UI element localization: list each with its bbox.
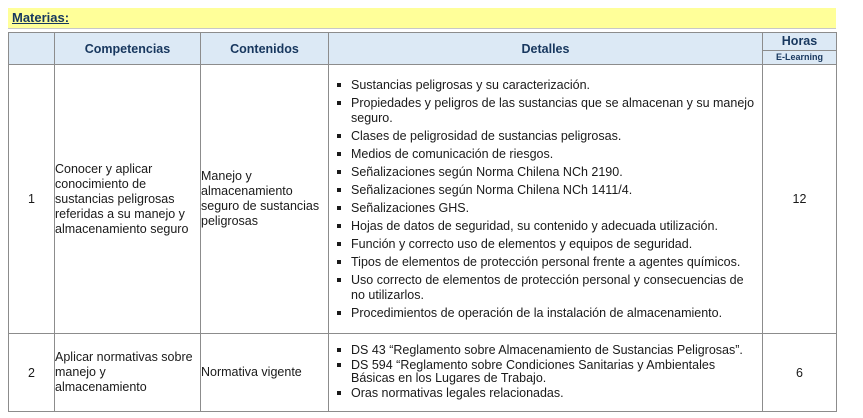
bullet-icon [337,101,341,105]
bullet-icon [337,134,341,138]
detalles-list [329,342,762,403]
bullet-icon [337,363,341,367]
row-number: 1 [9,65,55,334]
section-header [8,8,836,29]
list-item: Señalizaciones GHS. [333,201,758,216]
list-item: Uso correcto de elementos de protección personal y consecuencias de no utilizarlos. [333,273,758,303]
bullet-icon [337,224,341,228]
table-row [9,334,837,412]
bullet-icon [337,278,341,282]
list-item: Función y correcto uso de elementos y equipos de seguridad. [333,237,758,252]
header-horas [763,33,837,65]
materias-table [8,32,837,412]
list-item: Tipos de elementos de protección personal frente a agentes químicos. [333,255,758,270]
row-competencia: Aplicar normativas sobre manejo y almacenamiento [55,334,201,412]
bullet-icon [337,152,341,156]
bullet-icon [337,206,341,210]
list-item: Clases de peligrosidad de sustancias peligrosas. [333,129,758,144]
list-item: Oras normativas legales relacionadas. [333,387,758,400]
bullet-icon [337,311,341,315]
detalles-list [329,74,762,324]
row-contenido: Manejo y almacenamiento seguro de sustancias peligrosas [201,65,329,334]
list-item: DS 43 “Reglamento sobre Almacenamiento de Sustancias Peligrosas”. [333,344,758,357]
bullet-icon [337,348,341,352]
bullet-icon [337,242,341,246]
row-number: 2 [9,334,55,412]
row-competencia: Conocer y aplicar conocimiento de sustancias peligrosas referidas a su manejo y almacenamiento seguro [55,65,201,334]
section-title: Materias: [12,10,70,25]
bullet-icon [337,260,341,264]
header-contenidos: Contenidos [201,33,329,65]
list-item: DS 594 “Reglamento sobre Condiciones Sanitarias y Ambientales Básicas en los Lugares de Trabajo. [333,359,758,385]
list-item: Señalizaciones según Norma Chilena NCh 2190. [333,165,758,180]
row-contenido: Normativa vigente [201,334,329,412]
header-competencias: Competencias [55,33,201,65]
list-item: Propiedades y peligros de las sustancias que se almacenan y su manejo seguro. [333,96,758,126]
header-horas-sublabel: E-Learning [775,52,823,62]
header-number [9,33,55,65]
row-detalles [329,65,763,334]
list-item: Señalizaciones según Norma Chilena NCh 1411/4. [333,183,758,198]
table-row [9,65,837,334]
header-detalles: Detalles [329,33,763,65]
list-item: Sustancias peligrosas y su caracterización. [333,78,758,93]
bullet-icon [337,391,341,395]
list-item: Medios de comunicación de riesgos. [333,147,758,162]
bullet-icon [337,188,341,192]
header-horas-label: Horas [763,33,836,51]
row-detalles [329,334,763,412]
bullet-icon [337,83,341,87]
bullet-icon [337,170,341,174]
table-header-row [9,33,837,65]
list-item: Hojas de datos de seguridad, su contenido y adecuada utilización. [333,219,758,234]
row-horas: 6 [763,334,837,412]
list-item: Procedimientos de operación de la instalación de almacenamiento. [333,306,758,321]
row-horas: 12 [763,65,837,334]
